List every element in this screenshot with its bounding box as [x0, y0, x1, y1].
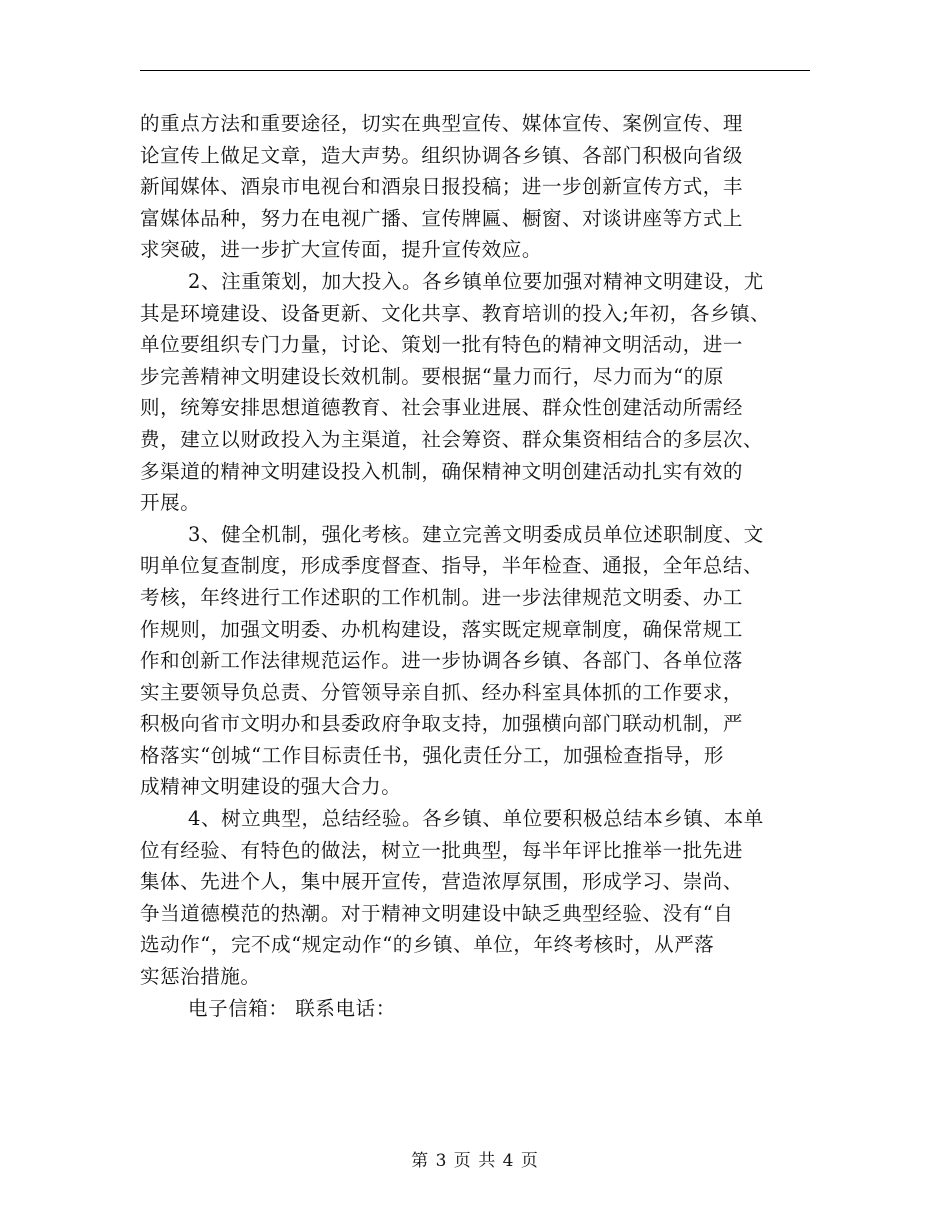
text-line: 论宣传上做足文章，造大声势。组织协调各乡镇、各部门积极向省级	[140, 143, 744, 167]
text-line: 格落实“创城“工作目标责任书，强化责任分工，加强检查指导，形	[140, 743, 724, 767]
text-line: 4、树立典型，总结经验。各乡镇、单位要积极总结本乡镇、本单	[188, 807, 764, 831]
text-line: 积极向省市文明办和县委政府争取支持，加强横向部门联动机制，严	[140, 712, 744, 736]
text-line: 选动作“，完不成“规定动作“的乡镇、单位，年终考核时，从严落	[140, 933, 715, 957]
text-line: 实惩治措施。	[140, 965, 261, 989]
page-footer	[0, 1146, 950, 1171]
text-line: 争当道德模范的热潮。对于精神文明建设中缺乏典型经验、没有“自	[140, 901, 734, 925]
text-line: 考核，年终进行工作述职的工作机制。进一步法律规范文明委、办工	[140, 585, 744, 609]
text-line: 成精神文明建设的强大合力。	[140, 775, 402, 799]
text-line: 作和创新工作法律规范运作。进一步协调各乡镇、各部门、各单位落	[140, 649, 744, 673]
text-line: 2、注重策划，加大投入。各乡镇单位要加强对精神文明建设，尤	[188, 269, 764, 293]
paragraph	[140, 519, 810, 803]
text-line: 费，建立以财政投入为主渠道，社会筹资、群众集资相结合的多层次、	[140, 427, 764, 451]
paragraph	[140, 108, 810, 266]
text-line: 集体、先进个人，集中展开宣传，营造浓厚氛围，形成学习、崇尚、	[140, 870, 744, 894]
text-line: 多渠道的精神文明建设投入机制，确保精神文明创建活动扎实有效的	[140, 459, 744, 483]
text-line: 求突破，进一步扩大宣传面，提升宣传效应。	[140, 238, 543, 262]
text-line: 单位要组织专门力量，讨论、策划一批有特色的精神文明活动，进一	[140, 333, 744, 357]
text-line: 其是环境建设、设备更新、文化共享、教育培训的投入;年初，各乡镇、	[140, 301, 771, 325]
text-line: 实主要领导负总责、分管领导亲自抓、经办科室具体抓的工作要求，	[140, 680, 744, 704]
text-line: 步完善精神文明建设长效机制。要根据“量力而行，尽力而为“的原	[140, 364, 724, 388]
text-line: 新闻媒体、酒泉市电视台和酒泉日报投稿；进一步创新宣传方式，丰	[140, 175, 744, 199]
paragraph	[140, 803, 810, 993]
paragraph	[140, 993, 810, 1025]
text-line: 则，统筹安排思想道德教育、社会事业进展、群众性创建活动所需经	[140, 396, 744, 420]
text-line: 的重点方法和重要途径，切实在典型宣传、媒体宣传、案例宣传、理	[140, 112, 744, 135]
text-line: 富媒体品种，努力在电视广播、宣传牌匾、橱窗、对谈讲座等方式上	[140, 206, 744, 230]
page-number-label: 第 3 页 共 4 页	[411, 1151, 539, 1171]
text-line: 开展。	[140, 491, 201, 515]
text-line: 位有经验、有特色的做法，树立一批典型，每半年评比推举一批先进	[140, 838, 744, 862]
paragraph	[140, 266, 810, 519]
document-body	[140, 108, 810, 1024]
text-line: 明单位复查制度，形成季度督查、指导，半年检查、通报，全年总结、	[140, 554, 764, 578]
header-rule	[140, 70, 810, 71]
text-line: 3、健全机制，强化考核。建立完善文明委成员单位述职制度、文	[188, 522, 764, 546]
text-line: 作规则，加强文明委、办机构建设，落实既定规章制度，确保常规工	[140, 617, 744, 641]
text-line: 电子信箱： 联系电话：	[188, 996, 396, 1020]
